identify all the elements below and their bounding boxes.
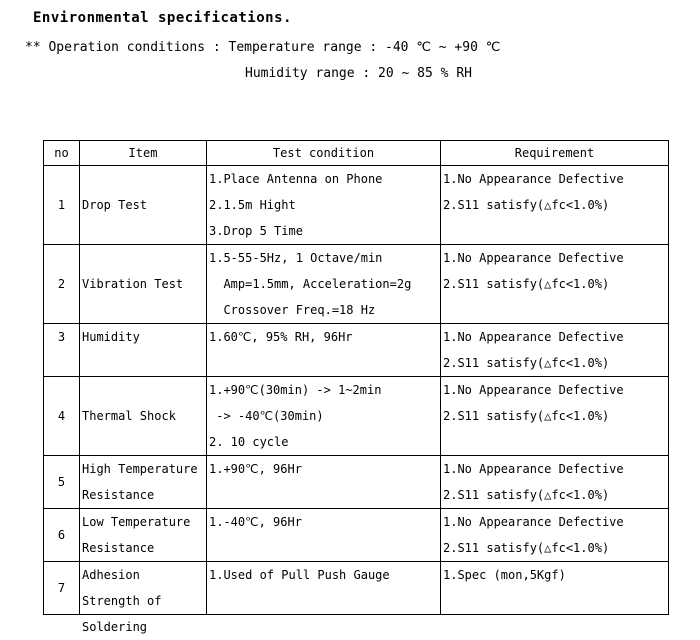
- operation-humidity-line: Humidity range : 20 ~ 85 % RH: [245, 66, 472, 81]
- row-no: 5: [44, 456, 80, 509]
- test-line: 1.-40℃, 96Hr: [209, 515, 302, 529]
- row-item: [80, 562, 207, 634]
- row-requirement: [441, 377, 669, 456]
- row-requirement: [441, 324, 669, 377]
- table-row: [44, 166, 669, 245]
- test-line: Crossover Freq.=18 Hz: [209, 303, 376, 317]
- test-line: 1.+90℃(30min) -> 1~2min: [209, 383, 382, 397]
- row-no: 1: [44, 166, 80, 245]
- row-requirement: [441, 562, 669, 615]
- test-line: Amp=1.5mm, Acceleration=2g: [209, 277, 412, 291]
- test-line: 3.Drop 5 Time: [209, 224, 303, 238]
- row-no: 4: [44, 377, 80, 456]
- test-line: [209, 350, 438, 376]
- req-line: 1.No Appearance Defective: [443, 251, 624, 265]
- test-line: [209, 482, 438, 508]
- table-row: [44, 509, 669, 562]
- row-test-condition: [207, 166, 441, 245]
- header-item: Item: [80, 141, 207, 166]
- row-test-condition: [207, 509, 441, 562]
- table-row: [44, 456, 669, 509]
- table-row: [44, 562, 669, 615]
- row-requirement: [441, 509, 669, 562]
- req-line: 2.S11 satisfy(△fc<1.0%): [443, 277, 610, 291]
- row-no: 2: [44, 245, 80, 324]
- item-line: High Temperature Resistance: [82, 462, 198, 502]
- test-line: 1.Used of Pull Push Gauge: [209, 568, 390, 582]
- test-line: [209, 535, 438, 561]
- test-line: 2.1.5m Hight: [209, 198, 296, 212]
- table-row: [44, 245, 669, 324]
- spec-table: [43, 140, 669, 634]
- row-test-condition: [207, 562, 441, 615]
- row-item: Drop Test: [80, 166, 207, 245]
- row-test-condition: [207, 245, 441, 324]
- req-line: 1.Spec (mon,5Kgf): [443, 568, 566, 582]
- req-line: 1.No Appearance Defective: [443, 515, 624, 529]
- req-line: [443, 297, 666, 323]
- test-line: 1.5-55-5Hz, 1 Octave/min: [209, 251, 383, 265]
- req-line: 2.S11 satisfy(△fc<1.0%): [443, 198, 610, 212]
- row-item: Humidity: [80, 324, 207, 377]
- row-no: 3: [44, 324, 80, 377]
- row-test-condition: [207, 324, 441, 377]
- item-line: Adhesion Strength of Soldering: [82, 568, 162, 634]
- test-line: 1.60℃, 95% RH, 96Hr: [209, 330, 353, 344]
- test-line: [209, 588, 438, 614]
- req-line: 1.No Appearance Defective: [443, 462, 624, 476]
- header-requirement: Requirement: [441, 141, 669, 166]
- item-line: Low Temperature Resistance: [82, 515, 191, 555]
- row-requirement: [441, 456, 669, 509]
- req-line: 2.S11 satisfy(△fc<1.0%): [443, 488, 610, 502]
- req-line: 1.No Appearance Defective: [443, 172, 624, 186]
- row-no: 6: [44, 509, 80, 562]
- row-requirement: [441, 245, 669, 324]
- req-line: [443, 429, 666, 455]
- req-line: 1.No Appearance Defective: [443, 383, 624, 397]
- req-line: [443, 588, 666, 614]
- header-no: no: [44, 141, 80, 166]
- row-test-condition: [207, 456, 441, 509]
- req-line: 1.No Appearance Defective: [443, 330, 624, 344]
- req-line: [443, 218, 666, 244]
- row-test-condition: [207, 377, 441, 456]
- test-line: 2. 10 cycle: [209, 435, 289, 449]
- row-no: 7: [44, 562, 80, 615]
- req-line: 2.S11 satisfy(△fc<1.0%): [443, 541, 610, 555]
- row-item: [80, 509, 207, 562]
- req-line: 2.S11 satisfy(△fc<1.0%): [443, 409, 610, 423]
- header-test-condition: Test condition: [207, 141, 441, 166]
- row-item: [80, 456, 207, 509]
- test-line: -> -40℃(30min): [209, 409, 324, 423]
- req-line: 2.S11 satisfy(△fc<1.0%): [443, 356, 610, 370]
- test-line: 1.Place Antenna on Phone: [209, 172, 383, 186]
- table-row: [44, 377, 669, 456]
- test-line: 1.+90℃, 96Hr: [209, 462, 302, 476]
- operation-temperature-line: ** Operation conditions : Temperature range : -40 ℃ ~ +90 ℃: [25, 40, 501, 55]
- table-header-row: [44, 141, 669, 166]
- row-item: Thermal Shock: [80, 377, 207, 456]
- row-requirement: [441, 166, 669, 245]
- table-row: [44, 324, 669, 377]
- row-item: Vibration Test: [80, 245, 207, 324]
- document-title: Environmental specifications.: [33, 10, 292, 26]
